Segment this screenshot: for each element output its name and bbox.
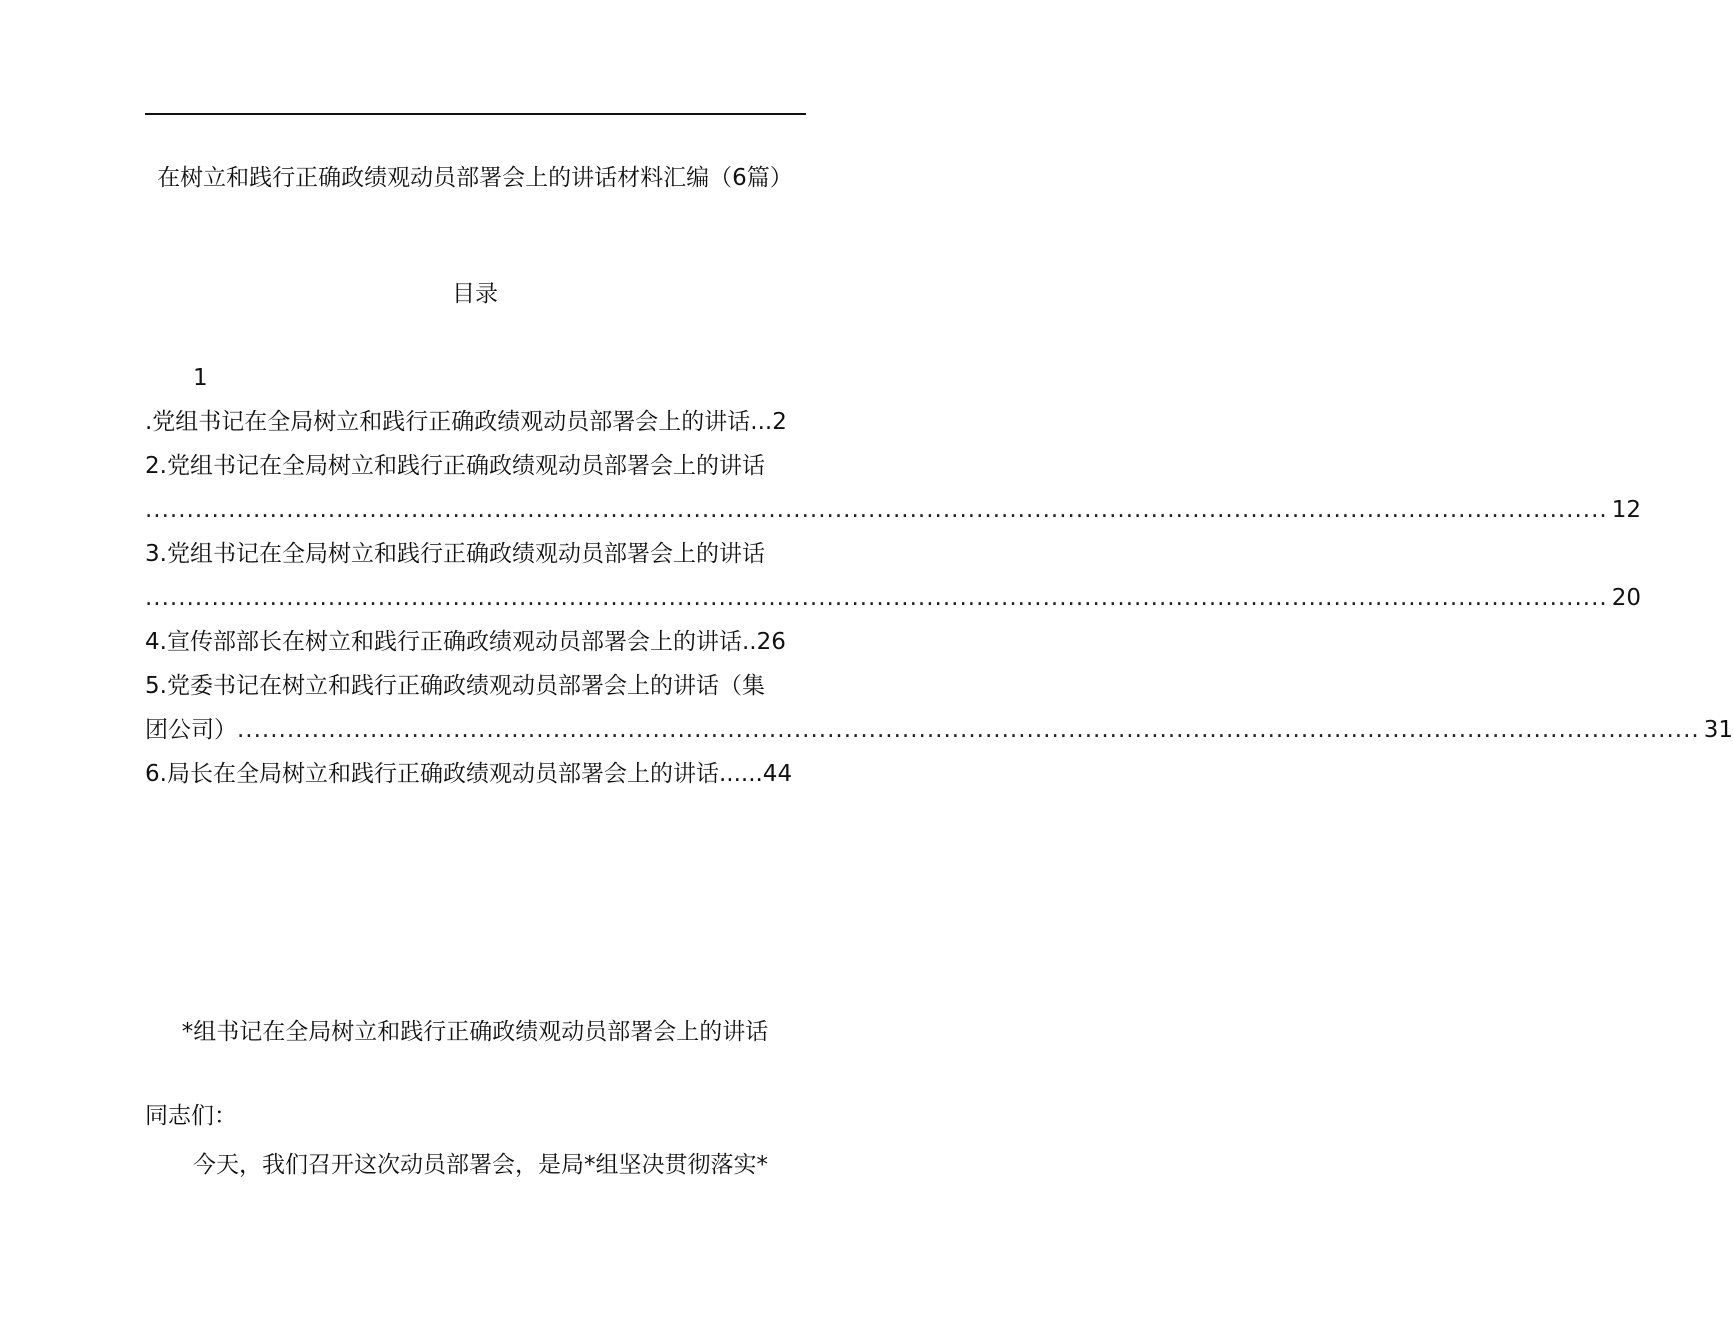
toc-item-3[interactable]: 3.党组书记在全局树立和践行正确政绩观动员部署会上的讲话 [145,541,765,567]
header-rule [145,113,806,115]
salutation: 同志们： [145,1103,237,1129]
document-title: 在树立和践行正确政绩观动员部署会上的讲话材料汇编（6篇） [157,165,793,191]
toc-item-5-page: 31 [1703,717,1733,743]
dot-leader: ................................................................................................................................................................................ [237,717,1700,743]
toc-item-1[interactable]: .党组书记在全局树立和践行正确政绩观动员部署会上的讲话...2 [145,409,787,435]
toc-item-3-leader[interactable] [145,576,1642,620]
toc-item-5-continued: 团公司） [145,717,237,743]
toc-item-6[interactable]: 6.局长在全局树立和践行正确政绩观动员部署会上的讲话......44 [145,761,793,787]
toc-item-3-page: 20 [1611,585,1642,611]
toc-item-1-number[interactable]: 1 [193,365,208,391]
toc-heading: 目录 [452,281,498,307]
table-of-contents [145,356,1733,796]
toc-item-5-leader[interactable] [145,708,1733,752]
toc-item-2-page: 12 [1611,497,1642,523]
speech-title: *组书记在全局树立和践行正确政绩观动员部署会上的讲话 [181,1019,769,1045]
toc-item-4[interactable]: 4.宣传部部长在树立和践行正确政绩观动员部署会上的讲话..26 [145,629,786,655]
toc-item-2-leader[interactable] [145,488,1642,532]
toc-item-2[interactable]: 2.党组书记在全局树立和践行正确政绩观动员部署会上的讲话 [145,453,765,479]
toc-item-5[interactable]: 5.党委书记在树立和践行正确政绩观动员部署会上的讲话（集 [145,673,765,699]
dot-leader: ................................................................................................................................................................................ [145,497,1608,523]
first-paragraph: 今天，我们召开这次动员部署会，是局*组坚决贯彻落实* [193,1152,768,1178]
dot-leader: ................................................................................................................................................................................ [145,585,1608,611]
